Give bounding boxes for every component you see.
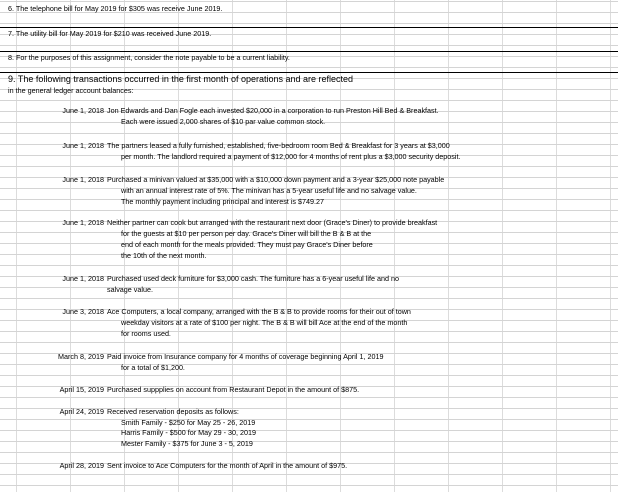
transaction-text: The partners leased a fully furnished, established, five-bedroom room Bed & Breakfast for 3 years at $3,000: [107, 141, 450, 150]
transaction-date: June 1, 2018: [62, 141, 104, 150]
transaction-text: Purchased a minivan valued at $35,000 with a $10,000 down payment and a 3-year $25,000 note payable: [107, 175, 445, 184]
transaction-date: March 8, 2019: [58, 352, 104, 361]
transaction-text: Purchased used deck furniture for $3,000 cash. The furniture has a 6-year useful life and no: [107, 274, 399, 283]
transaction-date: April 15, 2019: [59, 385, 104, 394]
transaction-date: June 1, 2018: [62, 218, 104, 227]
transaction-text: end of each month for the meals provided. They must pay Grace's Diner before: [121, 240, 373, 249]
transaction-date: June 1, 2018: [62, 106, 104, 115]
transaction-text: Purchased suppplies on account from Restaurant Depot in the amount of $875.: [107, 385, 360, 394]
transaction-text: Ace Computers, a local company, arranged with the B & B to provide rooms for their out of town: [107, 307, 411, 316]
transaction-text: for a total of $1,200.: [121, 363, 185, 372]
transaction-date: June 1, 2018: [62, 274, 104, 283]
transaction-text: the 10th of the next month.: [121, 251, 207, 260]
transaction-text: salvage value.: [107, 285, 153, 294]
transaction-text: Neither partner can cook but arranged with the restaurant next door (Grace's Diner) to provide breakfast: [107, 218, 438, 227]
transaction-text: Jon Edwards and Dan Fogle each invested $20,000 in a corporation to run Preston Hill Bed & Breakfast.: [107, 106, 439, 115]
transaction-text: Each were issued 2,000 shares of $10 par value common stock.: [121, 117, 326, 126]
transaction-text: weekday visitors at a rate of $100 per night. The B & B will bill Ace at the end of the month: [121, 318, 408, 327]
note-6: 6. The telephone bill for May 2019 for $305 was receive June 2019.: [8, 4, 223, 13]
transaction-text: Harris Family - $500 for May 29 - 30, 2019: [121, 428, 257, 437]
transaction-date: April 24, 2019: [59, 407, 104, 416]
transaction-date: June 3, 2018: [62, 307, 104, 316]
transaction-text: with an annual interest rate of 5%. The minivan has a 5-year useful life and no salvage value.: [121, 186, 417, 195]
transaction-text: Smith Family - $250 for May 25 - 26, 2019: [121, 418, 256, 427]
note-7: 7. The utility bill for May 2019 for $210 was received June 2019.: [0, 27, 618, 39]
transaction-date: April 28, 2019: [59, 461, 104, 470]
transaction-text: for the guests at $10 per person per day. Grace's Diner will bill the B & B at the: [121, 229, 372, 238]
transaction-text: The monthly payment including principal and interest is $749.27: [121, 197, 324, 206]
transaction-text: per month. The landlord required a payment of $12,000 for 4 months of rent plus a $3,000 security deposit.: [121, 152, 461, 161]
note-8: 8. For the purposes of this assignment, consider the note payable to be a current liability.: [0, 51, 618, 63]
section-heading: 9. The following transactions occurred in the first month of operations and are reflected: [0, 72, 618, 85]
transaction-text: for rooms used.: [121, 329, 171, 338]
transaction-text: Sent invoice to Ace Computers for the month of April in the amount of $975.: [107, 461, 348, 470]
transaction-date: June 1, 2018: [62, 175, 104, 184]
transaction-text: Mester Family - $375 for June 3 - 5, 2019: [121, 439, 253, 448]
transaction-text: Received reservation deposits as follows:: [107, 407, 239, 416]
section-subheading: in the general ledger account balances:: [8, 86, 134, 95]
transaction-text: Paid invoice from Insurance company for 4 months of coverage beginning April 1, 2019: [107, 352, 384, 361]
